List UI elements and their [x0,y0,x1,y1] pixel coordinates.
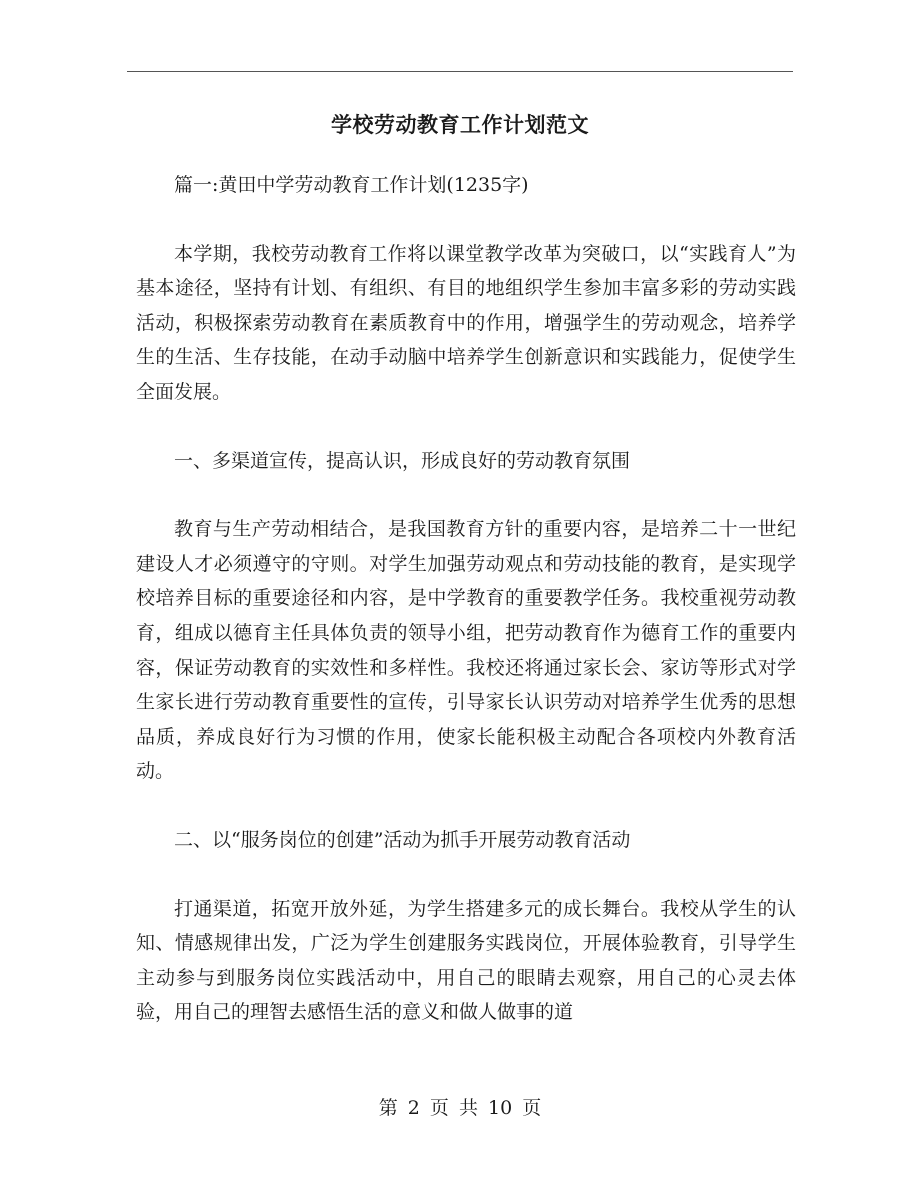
page-number: 第 2 页 共 10 页 [378,1097,542,1119]
header-rule [127,71,793,72]
section-heading-2: 二、以“服务岗位的创建”活动为抓手开展劳动教育活动 [174,828,631,851]
paragraph-section-2: 打通渠道，拓宽开放外延，为学生搭建多元的成长舞台。我校从学生的认知、情感规律出发，广泛为学生创建服务实践岗位，开展体验教育，引导学生主动参与到服务岗位实践活动中，用自己的眼睛去观察，用自己的心灵去体验，用自己的理智去感悟生活的意义和做人做事的道 [136,897,796,1024]
document-body [136,168,796,1030]
document-title: 学校劳动教育工作计划范文 [331,112,589,137]
section-heading-1: 一、多渠道宣传，提高认识，形成良好的劳动教育氛围 [174,449,631,472]
subtitle: 篇一:黄田中学劳动教育工作计划(1235字) [174,174,529,196]
paragraph-intro: 本学期，我校劳动教育工作将以课堂教学改革为突破口，以“实践育人”为基本途径，坚持有计划、有组织、有目的地组织学生参加丰富多彩的劳动实践活动，积极探索劳动教育在素质教育中的作用，增强学生的劳动观念，培养学生的生活、生存技能，在动手动脑中培养学生创新意识和实践能力，促使学生全面发展。 [136,242,796,403]
paragraph-section-1: 教育与生产劳动相结合，是我国教育方针的重要内容，是培养二十一世纪建设人才必须遵守的守则。对学生加强劳动观点和劳动技能的教育，是实现学校培养目标的重要途径和内容，是中学教育的重要教学任务。我校重视劳动教育，组成以德育主任具体负责的领导小组，把劳动教育作为德育工作的重要内容，保证劳动教育的实效性和多样性。我校还将通过家长会、家访等形式对学生家长进行劳动教育重要性的宣传，引导家长认识劳动对培养学生优秀的思想品质，养成良好行为习惯的作用，使家长能积极主动配合各项校内外教育活动。 [136,518,796,783]
